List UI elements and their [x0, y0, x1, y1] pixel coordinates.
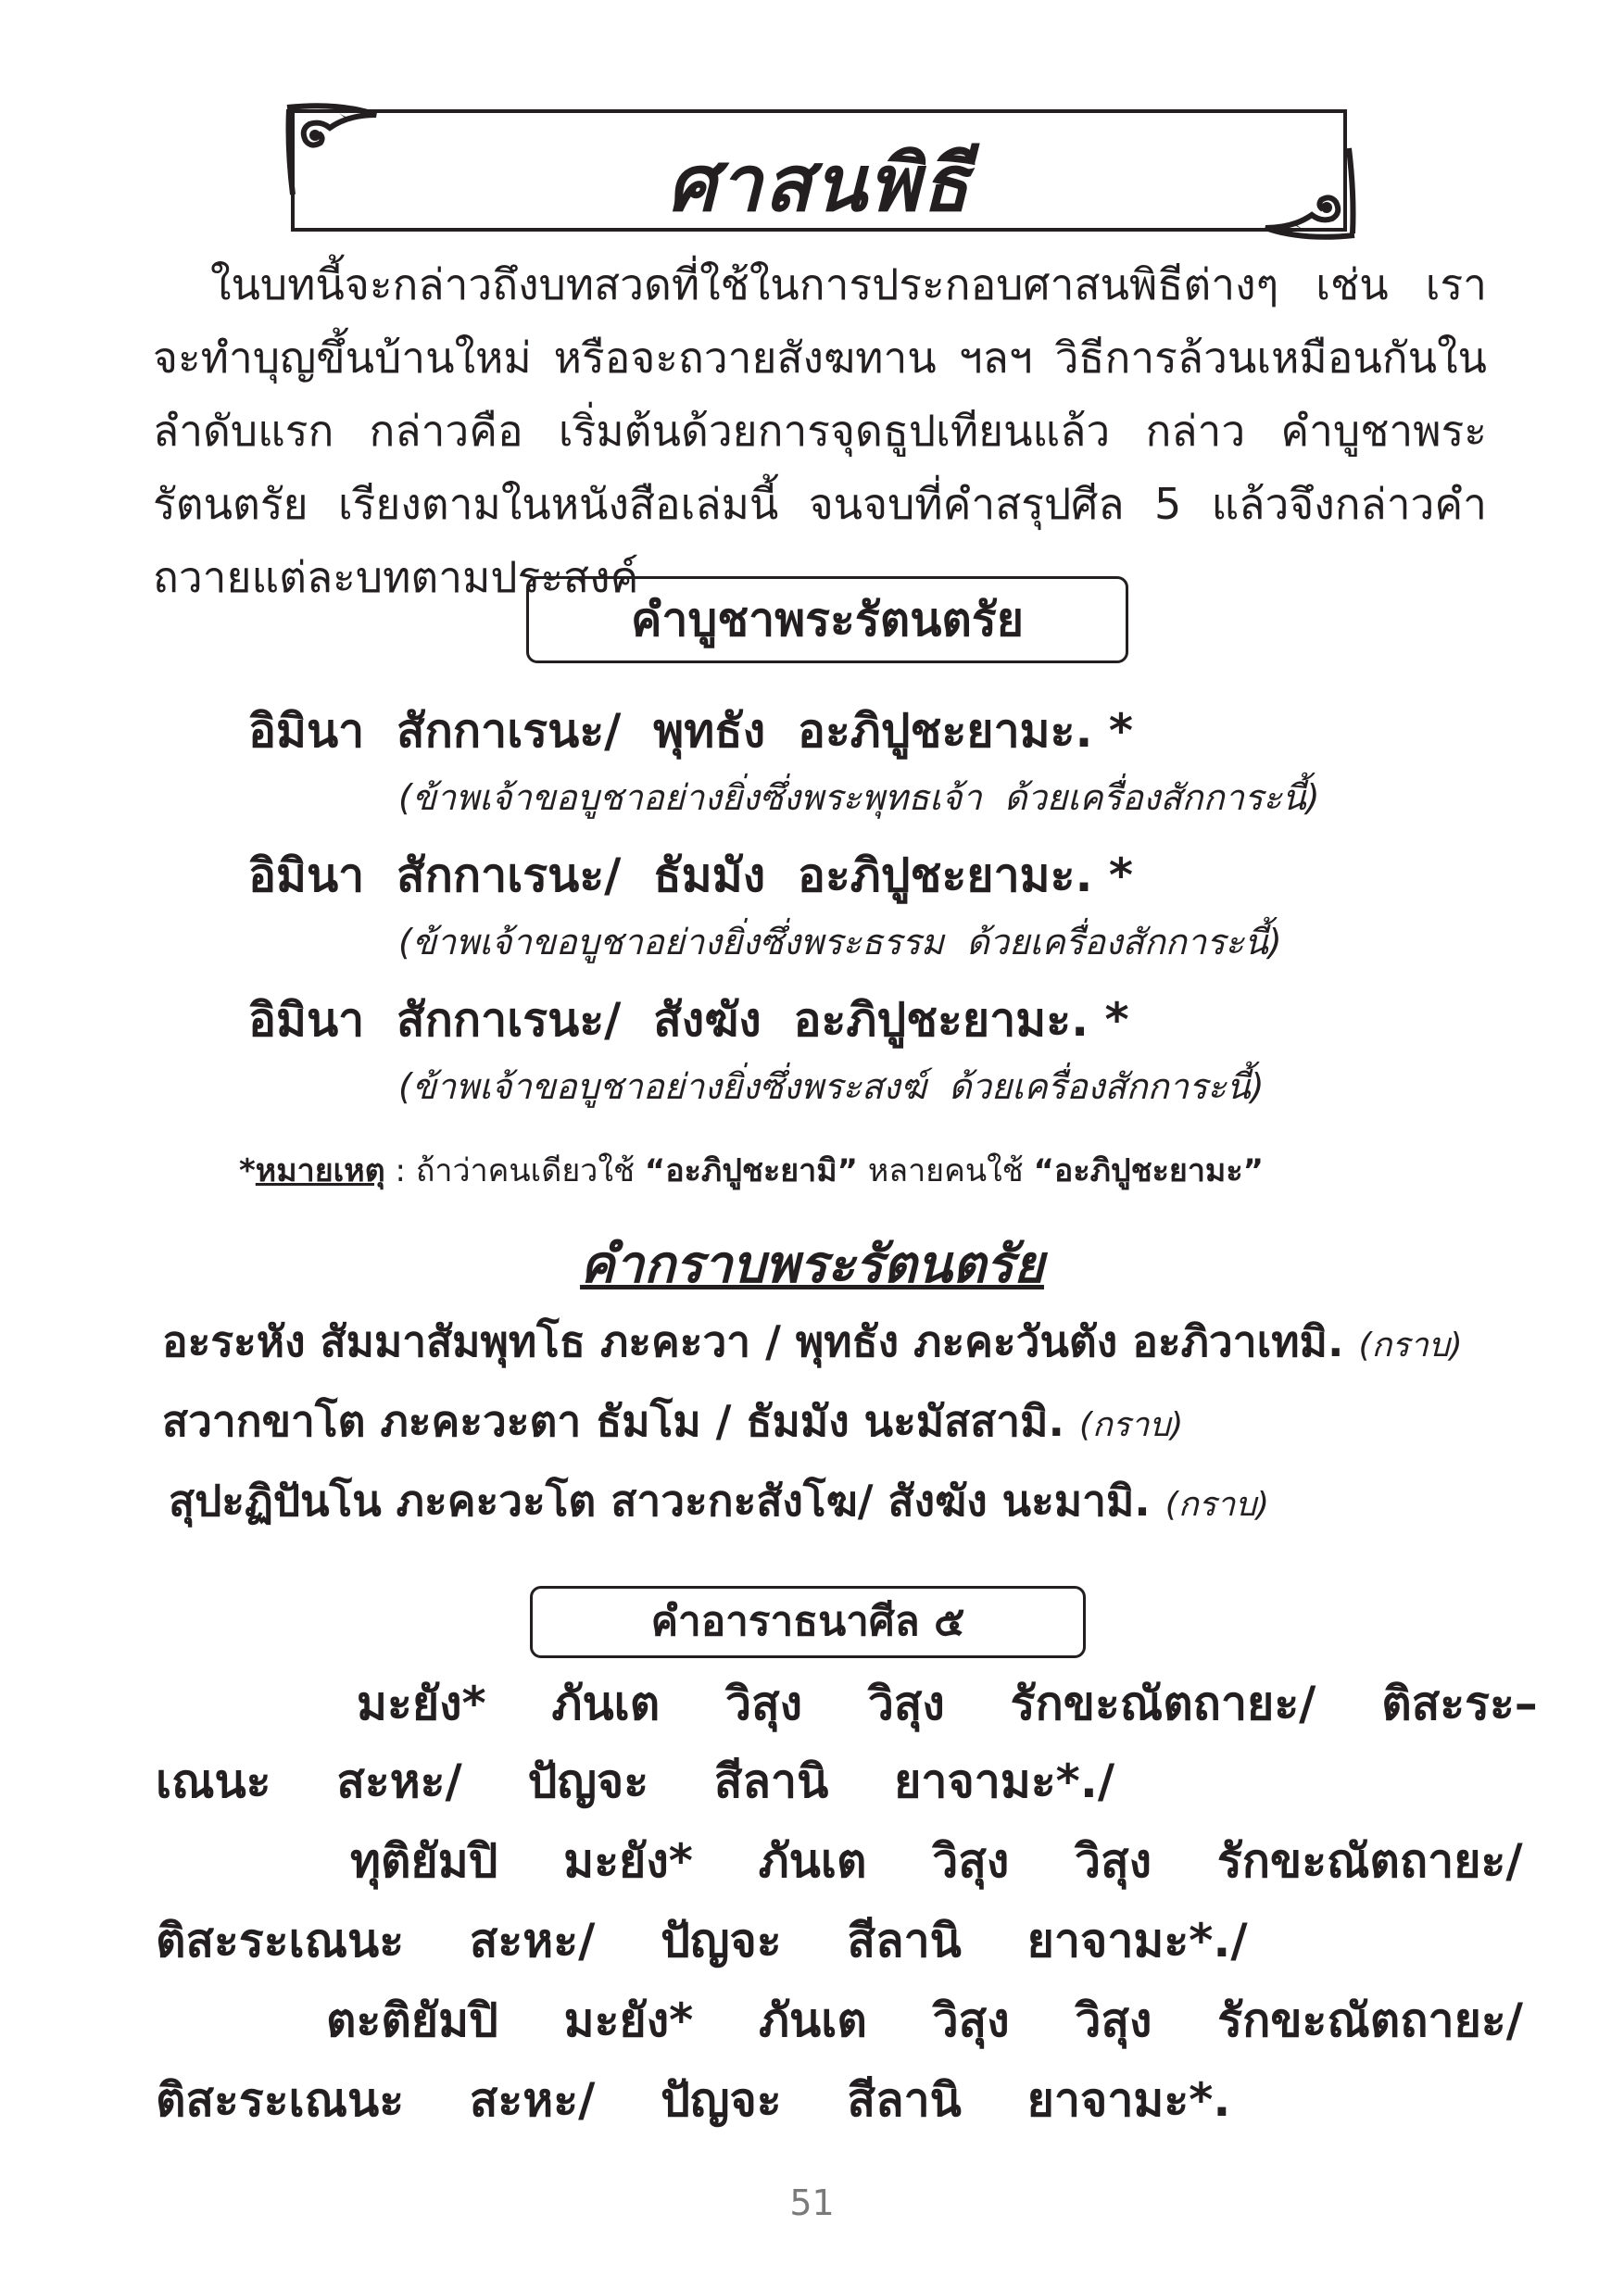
section-heading-homage: คำบูชาพระรัตนตรัย [526, 576, 1128, 663]
pali-line-sangha: อิมินา สักกาเรนะ/ สังฆัง อะภิปูชะยามะ. * [248, 993, 1129, 1047]
translation-line-sangha: (ข้าพเจ้าขอบูชาอย่างยิ่งซึ่งพระสงฆ์ ด้วยเครื่องสักการะนี้) [398, 1066, 1265, 1107]
section-heading-prostration: คำกราบพระรัตนตรัย [580, 1235, 1044, 1295]
request-line-4: ติสะระเณนะ สะหะ/ ปัญจะ สีลานิ ยาจามะ*./ [156, 1914, 1248, 1968]
footnote-single-form: “อะภิปูชะยามิ” [644, 1152, 859, 1189]
intro-paragraph: ในบทนี้จะกล่าวถึงบทสวดที่ใช้ในการประกอบศาสนพิธีต่างๆ เช่น เราจะทำบุญขึ้นบ้านใหม่ หรือจะถวายสังฆทาน ฯลฯ วิธีการล้วนเหมือนกันในลำดับแรก กล่าวคือ เริ่มต้นด้วยการจุดธูปเทียนแล้ว กล่าว คำบูชาพระรัตนตรัย เรียงตามในหนังสือเล่มนี้ จนจบที่คำสรุปศีล 5 แล้วจึงกล่าวคำถวายแต่ละบทตามประสงค์ [153, 259, 1487, 602]
prostration-text: สวากขาโต ภะคะวะตา ธัมโม / ธัมมัง นะมัสสามิ. [162, 1396, 1079, 1446]
footnote-text-plural: หลายคนใช้ [858, 1152, 1034, 1189]
prostration-action: (กราบ) [1078, 1406, 1184, 1444]
footnote-star: * [239, 1152, 256, 1189]
request-line-6: ติสะระเณนะ สะหะ/ ปัญจะ สีลานิ ยาจามะ*. [156, 2073, 1231, 2127]
footnote-label: หมายเหตุ [255, 1152, 385, 1189]
footnote-sep: : [384, 1152, 416, 1189]
request-line-1: มะยัง* ภันเต วิสุง วิสุง รักขะณัตถายะ/ ติสะระ– [357, 1677, 1538, 1730]
footnote-plural-form: “อะภิปูชะยามะ” [1033, 1152, 1264, 1189]
prostration-action: (กราบ) [1358, 1327, 1463, 1365]
prostration-line-sangha [169, 1467, 1269, 1535]
section-heading-precepts-request: คำอาราธนาศีล ๕ [530, 1586, 1086, 1658]
prostration-text: สุปะฏิปันโน ภะคะวะโต สาวะกะสังโฆ/ สังฆัง นะมามิ. [169, 1476, 1165, 1526]
footnote [239, 1145, 1264, 1195]
footnote-text-single: ถ้าว่าคนเดียวใช้ [415, 1152, 645, 1189]
page-title: ศาสนพิธี [667, 137, 971, 229]
translation-line-buddha: (ข้าพเจ้าขอบูชาอย่างยิ่งซึ่งพระพุทธเจ้า ด้วยเครื่องสักการะนี้) [398, 777, 1320, 818]
pali-line-buddha: อิมินา สักกาเรนะ/ พุทธัง อะภิปูชะยามะ. * [248, 704, 1134, 758]
request-line-3: ทุติยัมปิ มะยัง* ภันเต วิสุง วิสุง รักขะณัตถายะ/ [350, 1834, 1523, 1888]
request-line-5: ตะติยัมปิ มะยัง* ภันเต วิสุง วิสุง รักขะณัตถายะ/ [326, 1993, 1524, 2047]
prostration-text: อะระหัง สัมมาสัมพุทโธ ภะคะวา / พุทธัง ภะคะวันตัง อะภิวาเทมิ. [162, 1316, 1359, 1366]
translation-line-dhamma: (ข้าพเจ้าขอบูชาอย่างยิ่งซึ่งพระธรรม ด้วยเครื่องสักการะนี้) [398, 922, 1282, 962]
page-number: 51 [789, 2182, 835, 2223]
prostration-action: (กราบ) [1164, 1486, 1270, 1524]
prostration-line-dhamma [162, 1388, 1183, 1455]
prostration-line-buddha [162, 1308, 1463, 1376]
request-line-2: เณนะ สะหะ/ ปัญจะ สีลานิ ยาจามะ*./ [156, 1754, 1115, 1808]
pali-line-dhamma: อิมินา สักกาเรนะ/ ธัมมัง อะภิปูชะยามะ. * [248, 849, 1134, 902]
